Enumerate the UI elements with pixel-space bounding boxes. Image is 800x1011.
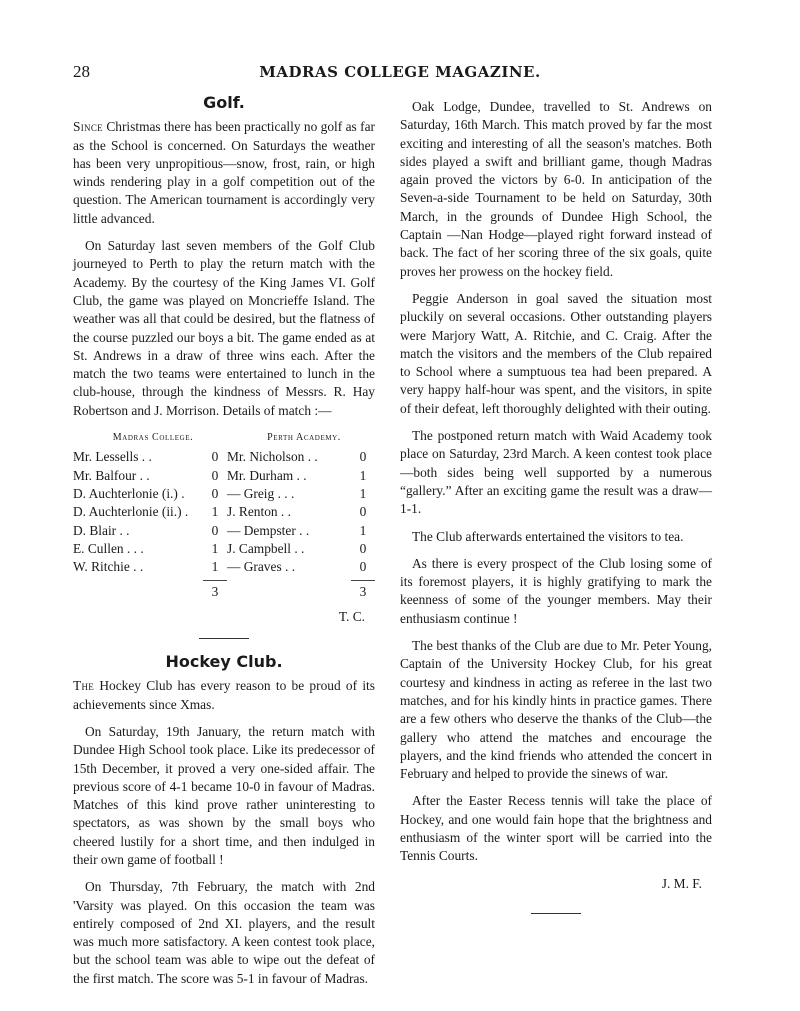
away-score: 0: [359, 504, 367, 520]
hockey-paragraph-1: [73, 677, 375, 714]
end-divider: [531, 913, 581, 914]
hockey-paragraph-10: After the Easter Recess tennis will take the place of Hockey, and one would fain hope that the brightness and enthusiasm of the winter sport will be carried into the Tennis Courts.: [400, 793, 712, 864]
result-row: [73, 558, 375, 576]
golf-paragraph-2: On Saturday last seven members of the Golf Club journeyed to Perth to play the return match with the Academy. By the courtesy of the King James VI. Golf Club, the game was played on Moncrieffe Island. The weather was all that could be desired, but the flatness of the course puzzled our boys a bit. The game ended as at St. Andrews in a draw of three wins each. After the match the two teams were entertained to lunch in the club-house, through the kindness of Messrs. R. Hay Robertson and J. Morrison. Details of match :—: [73, 238, 375, 418]
home-score: 1: [211, 504, 219, 520]
away-team-heading: Perth Academy.: [267, 432, 341, 444]
away-player: Mr. Nicholson . .: [227, 449, 318, 465]
home-score: 0: [211, 522, 219, 538]
result-row: [73, 540, 375, 558]
away-player: — Dempster . .: [227, 522, 310, 538]
home-player: Mr. Balfour . .: [73, 467, 150, 483]
home-score: 0: [211, 467, 219, 483]
hockey-paragraph-7: The Club afterwards entertained the visitors to tea.: [412, 528, 684, 544]
golf-results-table: [73, 429, 375, 602]
away-player: J. Renton . .: [227, 504, 291, 520]
result-row: [73, 485, 375, 503]
golf-signature: T. C.: [338, 608, 365, 624]
page-number: 28: [73, 62, 90, 81]
hockey-paragraph-4: Oak Lodge, Dundee, travelled to St. Andrews on Saturday, 16th March. This match proved by far the most exciting and interesting of all the season's matches. Both sides played a swift and brilliant game, though Madras again proved the victors by 6-0. In anticipation of the Seven-a-side Tournament to be held on Saturday, 30th March, in the grounds of Dundee High School, the Captain —Nan Hodge—played right forward instead of back. The fact of her scoring three of the six goals, quite proves her prowess on the hockey field.: [400, 99, 712, 279]
home-player: D. Auchterlonie (ii.) .: [73, 504, 189, 520]
away-score: 1: [359, 522, 367, 538]
home-player: D. Blair . .: [73, 522, 130, 538]
away-score: 1: [359, 467, 367, 483]
left-column: [73, 94, 375, 997]
home-player: D. Auchterlonie (i.) .: [73, 485, 185, 501]
hockey-paragraph-9: The best thanks of the Club are due to Mr. Peter Young, Captain of the University Hockey Club, for his great courtesy and kindness in acting as referee in the last two matches, and for his kindly hints in practice games. There are a few others who deserve the thanks of the Club—the gallery who attend the matches and encourage the players, and the kind friends who attended the concert in February and helped to provide the sinews of war.: [400, 638, 712, 782]
away-score: 0: [359, 559, 367, 575]
hockey-heading: Hockey Club.: [165, 652, 283, 672]
away-player: Mr. Durham . .: [227, 467, 307, 483]
golf-paragraph-1: [73, 118, 375, 228]
result-row: [73, 448, 375, 466]
home-player: E. Cullen . . .: [73, 540, 144, 556]
running-title: MADRAS COLLEGE MAGAZINE.: [259, 63, 541, 81]
golf-heading: Golf.: [203, 93, 245, 112]
home-score: 0: [211, 449, 219, 465]
results-header: [73, 429, 375, 447]
results-rows: [73, 448, 375, 576]
home-total: 3: [203, 580, 227, 601]
away-score: 0: [359, 540, 367, 556]
result-row: [73, 503, 375, 521]
home-player: W. Ritchie . .: [73, 559, 144, 575]
result-row: [73, 522, 375, 540]
away-player: — Greig . . .: [227, 485, 295, 501]
home-score: 0: [211, 485, 219, 501]
hockey-signature: J. M. F.: [661, 875, 702, 891]
hockey-p1-lead: The: [73, 678, 95, 694]
section-divider: [199, 638, 249, 639]
home-score: 1: [211, 540, 219, 556]
home-player: Mr. Lessells . .: [73, 449, 152, 465]
golf-p1-text: Christmas there has been practically no golf as far as the School is concerned. On Saturdays the weather has been very unpropitious—snow, frost, rain, or high winds rendering play in a golf competition out of the question. The American tournament is accordingly very little advanced.: [73, 119, 375, 226]
hockey-paragraph-8: As there is every prospect of the Club losing some of its foremost players, it is highly gratifying to mark the keenness of some of the younger members. May their enthusiasm continue !: [400, 555, 712, 626]
golf-p1-lead: Since: [73, 119, 103, 135]
away-score: 0: [359, 449, 367, 465]
away-score: 1: [359, 485, 367, 501]
hockey-paragraph-2: On Saturday, 19th January, the return match with Dundee High School took place. Like its predecessor of 15th December, it proved a very one-sided affair. The previous score of 4-1 became 10-0 in favour of Madras. Matches of this kind prove rather uninteresting to spectators, as was shown by the small boys who cheered lustily for a short time, and then indulged in their own game of football !: [73, 723, 375, 867]
hockey-paragraph-5: Peggie Anderson in goal saved the situation most pluckily on several occasions. Other outstanding players were Marjory Watt, A. Ritchie, and C. Craig. After the match the visitors and the members of the Club repaired to School where a sumptuous tea had been prepared. A very happy half-hour was spent, and the visitors, in spite of their defeat, left thoroughly delighted with their outing.: [400, 290, 712, 416]
hockey-paragraph-6: The postponed return match with Waid Academy took place on Saturday, 23rd March. A keen contest took place—both sides being well supported by a numerous “gallery.” After an exciting game the result was a draw—1-1.: [400, 428, 712, 517]
hockey-p1-text: Hockey Club has every reason to be proud of its achievements since Xmas.: [73, 678, 375, 712]
home-team-heading: Madras College.: [112, 432, 194, 444]
results-totals: [73, 580, 375, 601]
away-player: — Graves . .: [227, 559, 296, 575]
away-player: J. Campbell . .: [227, 540, 305, 556]
home-score: 1: [211, 559, 219, 575]
hockey-paragraph-3: On Thursday, 7th February, the match with 2nd 'Varsity was played. On this occasion the team was entirely composed of 2nd XI. players, and the result was much more satisfactory. A keen contest took place, but the school team was able to wipe out the defeat of the first match. The score was 5-1 in favour of Madras.: [73, 879, 375, 986]
result-row: [73, 467, 375, 485]
right-column: [400, 98, 712, 914]
away-total: 3: [351, 580, 375, 601]
